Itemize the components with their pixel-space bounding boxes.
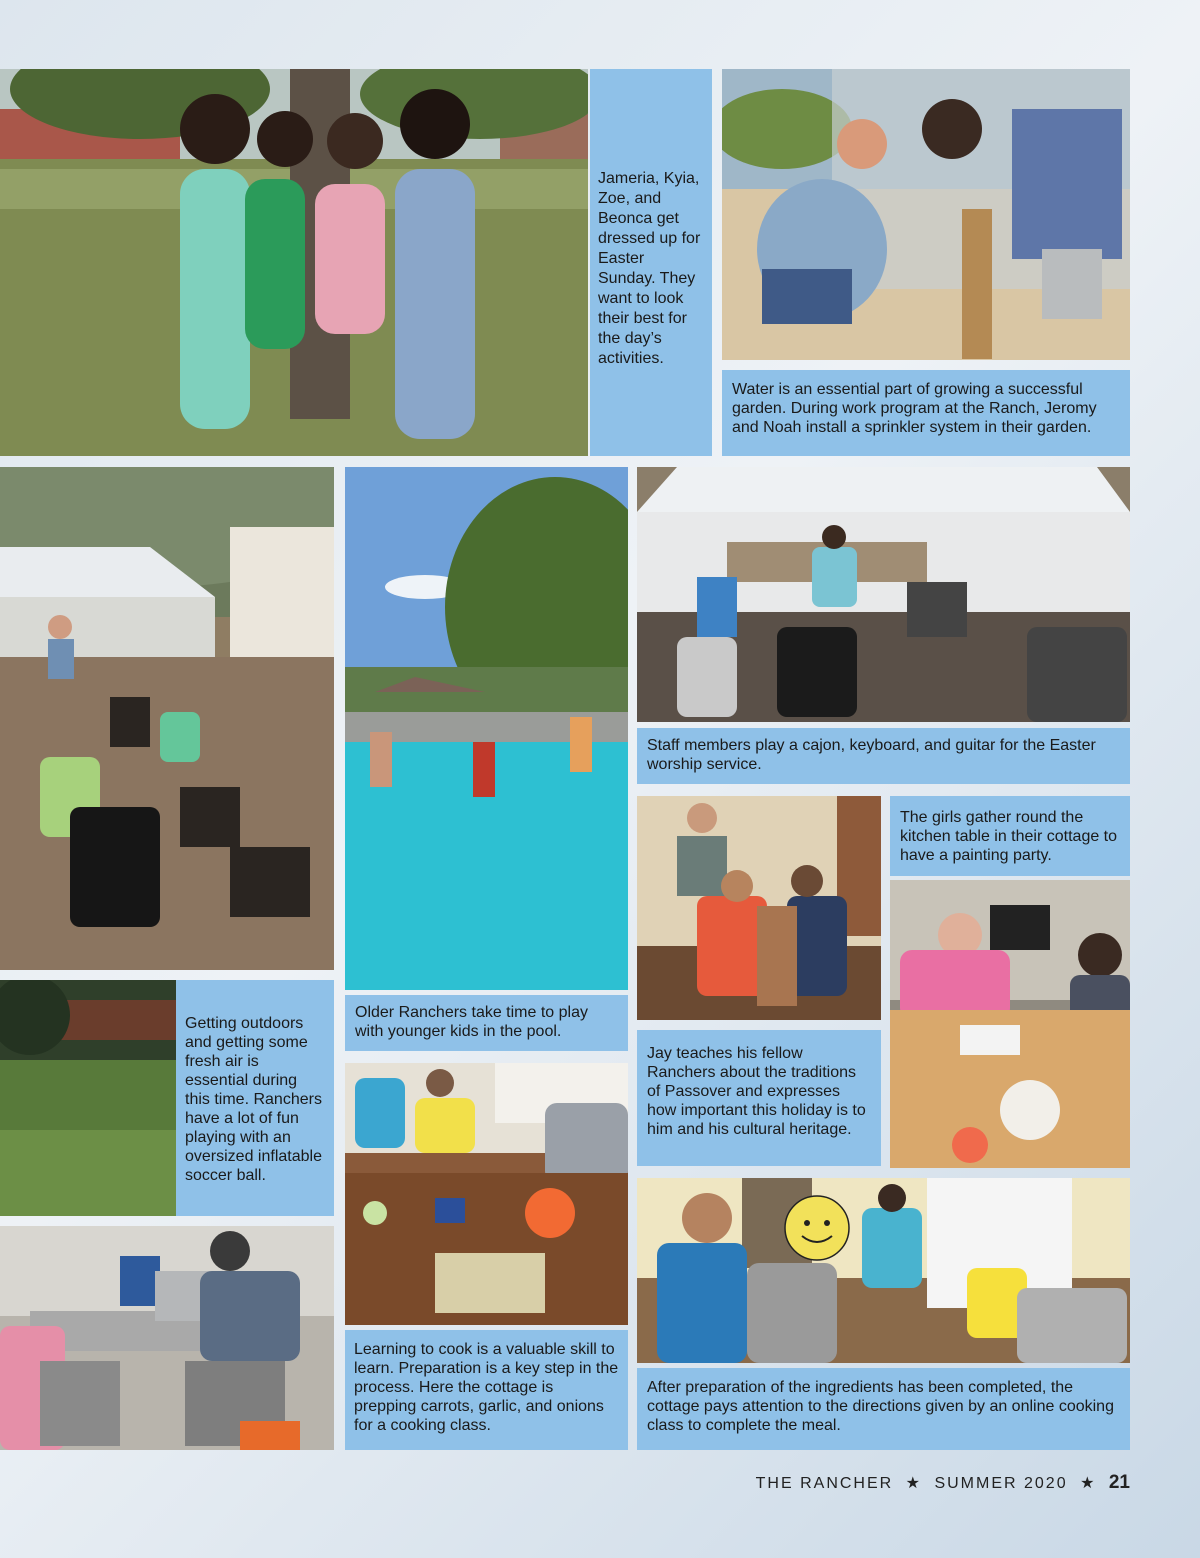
photo-soccer: [0, 980, 176, 1216]
caption-cooking-class: After preparation of the ingredients has been completed, the cottage pays attention to the directions given by an online cooking class to complete the meal.: [637, 1368, 1130, 1450]
issue-label: SUMMER 2020: [934, 1475, 1068, 1492]
photo-sprinkler: [722, 69, 1130, 360]
photo-easter-girls: [0, 69, 588, 456]
photo-cooking-prep: [345, 1063, 628, 1325]
photo-pool: [345, 467, 628, 990]
caption-pool: Older Ranchers take time to play with younger kids in the pool.: [345, 995, 628, 1051]
photo-computer-class: [0, 1226, 334, 1450]
caption-passover: Jay teaches his fellow Ranchers about the traditions of Passover and expresses how important this holiday is to him and his cultural heritage.: [637, 1030, 881, 1166]
star-icon: ★: [905, 1475, 922, 1492]
photo-cooking-class: [637, 1178, 1130, 1363]
caption-sprinkler: Water is an essential part of growing a successful garden. During work program at the Ranch, Jeromy and Noah install a sprinkler system in their garden.: [722, 370, 1130, 456]
photo-passover: [637, 796, 881, 1020]
caption-painting: The girls gather round the kitchen table in their cottage to have a painting party.: [890, 796, 1130, 876]
caption-worship: Staff members play a cajon, keyboard, and guitar for the Easter worship service.: [637, 728, 1130, 784]
photo-outdoor-service: [0, 467, 334, 970]
photo-worship: [637, 467, 1130, 722]
photo-painting: [890, 880, 1130, 1168]
page-number: 21: [1108, 1472, 1130, 1493]
caption-easter-girls: Jameria, Kyia, Zoe, and Beonca get dressed up for Easter Sunday. They want to look their best for the day’s activities.: [590, 69, 712, 456]
page-footer: [756, 1472, 1130, 1494]
caption-soccer: Getting outdoors and getting some fresh air is essential during this time. Ranchers have a lot of fun playing with an oversized inflatable soccer ball.: [176, 980, 334, 1216]
magazine-title: THE RANCHER: [755, 1475, 894, 1492]
star-icon: ★: [1080, 1475, 1097, 1492]
caption-cooking-prep: Learning to cook is a valuable skill to learn. Preparation is a key step in the process. Here the cottage is prepping carrots, garlic, and onions for a cooking class.: [345, 1330, 628, 1450]
